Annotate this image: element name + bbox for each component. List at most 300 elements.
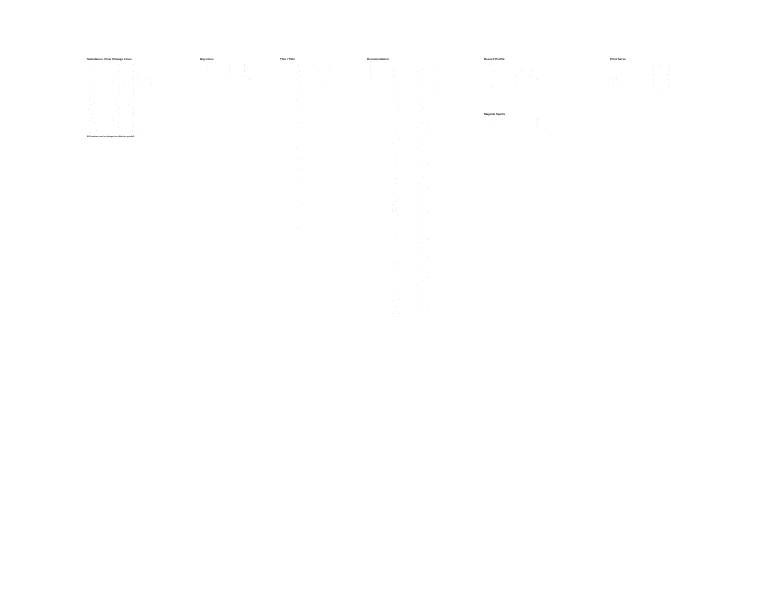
table-cell: North Ridge — [200, 66, 209, 68]
table-cell: Plan — [367, 206, 371, 208]
table-cell: Elevation — [391, 167, 398, 169]
table-cell: Creative — [367, 297, 373, 299]
table-cell: Grove — [295, 73, 300, 75]
table-cell: Dumbar — [200, 68, 206, 70]
table-cell: Plan — [367, 147, 371, 149]
table-cell: Sellers City / Amber Hotel Garage — [222, 63, 247, 65]
table-cell: Pioneer Street — [315, 86, 326, 88]
table-cell: Fountain Hotel — [415, 208, 426, 210]
table-cell: Plan — [367, 188, 371, 190]
table-cell: Standard — [630, 63, 637, 65]
table-cell: West Sellers Garden — [315, 193, 331, 195]
table-cell: Beam Kettle — [391, 78, 400, 80]
table-cell: Structure — [367, 129, 374, 131]
table-cell: PORK — [280, 81, 285, 83]
table-cell: Pine Harbor — [87, 127, 96, 129]
table-cell: Corporate Center — [415, 71, 428, 73]
table-cell: Fountain Records / Sellers City — [415, 81, 437, 83]
table-cell: Utility — [367, 73, 371, 75]
table-cell: Setback — [391, 185, 397, 187]
table-cell: Sellers City / Amber Hotel — [415, 86, 434, 88]
table-cell: Fountain Hotel Wave, Amber Hotel Garage — [508, 126, 539, 128]
table-cell: Moonbeam — [295, 134, 304, 136]
table-cell: Structure — [367, 139, 374, 141]
table-cell: PORK — [280, 160, 285, 162]
table-cell: Creative — [367, 313, 373, 315]
table-cell: Tank Site — [391, 272, 398, 274]
table-cell: Thunder — [391, 104, 397, 106]
table-cell: Sundown — [295, 91, 302, 93]
table-cell: Portal Gates — [484, 81, 493, 83]
table-cell: Riverside Hotel / Fountain, Mid Square — [645, 81, 674, 83]
table-cell: Locations — [508, 116, 515, 117]
table-cell: Tulip — [295, 201, 299, 203]
table-cell: Fountain Hotel Wave, Amber Hotel Garage — [508, 123, 539, 125]
table-cell: Plan — [367, 246, 371, 248]
table-cell: Contour — [391, 190, 397, 192]
table-cell: Star Anchor — [391, 101, 400, 103]
table-cell: Sunny Slope — [87, 114, 97, 116]
table-cell: PORK — [280, 66, 285, 68]
table-cell: PORK — [280, 155, 285, 157]
table-cell: Sellers City / Amber Hotel — [415, 292, 434, 294]
table-cell: Depot — [391, 142, 396, 144]
table-cell: Fountain Hotel / Sellers City — [415, 63, 435, 65]
table-cell: Corporate Center — [415, 195, 428, 197]
table-row — [200, 79, 270, 82]
table-cell: Riverside Hotel / Sellers City — [415, 89, 436, 91]
table-cell: Wilco Street — [87, 81, 96, 83]
table-cell: Stone Garden — [87, 111, 97, 113]
table-cell: Ember — [295, 173, 301, 175]
table-cell: North Fountain — [315, 139, 327, 141]
block-title: Documentation — [367, 57, 389, 61]
table-cell: Amber / Riverside — [315, 216, 329, 218]
table-cell: Fountain Street — [315, 129, 327, 131]
table-cell: Trail Bank — [484, 73, 492, 75]
table-cell: Golden Sunrise — [484, 123, 495, 125]
table-cell: Sellers City / Amber Hotel Garage — [111, 63, 135, 65]
table-cell: Fountain / North Garden — [315, 124, 333, 126]
table-cell: Mid Square / Amber Hotel Garage — [111, 101, 136, 103]
table-cell: Corporate Center — [415, 285, 428, 287]
table-cell: Utility — [367, 68, 371, 70]
table-cell: Plan — [367, 272, 371, 274]
table-cell: Fleet — [367, 96, 371, 98]
table-cell: Stone Bay — [295, 175, 303, 177]
table-cell: Fleet — [367, 91, 371, 93]
table-cell: Iron Bay — [295, 86, 302, 88]
table-cell: Sellers City / Amber Hotel — [415, 226, 434, 228]
table-cell: Plan — [367, 257, 371, 259]
table-cell: Floor Guide — [391, 160, 400, 162]
table-cell: Locations — [222, 61, 229, 62]
table-row — [280, 252, 360, 255]
table-cell: Mid Square / Corporate — [415, 183, 432, 185]
table-cell: Standard — [630, 76, 637, 78]
table-cell: Creative — [367, 310, 373, 312]
table-cell: Part Name — [280, 61, 288, 62]
table-cell: Sellers City / Fountain, Amber Hills — [508, 83, 533, 85]
table-cell: Moonlight — [295, 76, 303, 78]
table-cell: Rising Star — [391, 68, 399, 70]
table-cell: Creative — [367, 308, 373, 310]
table-cell: Pioneer Fountain — [315, 190, 328, 192]
table-cell: Corporate Center — [415, 259, 428, 261]
table-cell: PORK — [280, 106, 285, 108]
table-cell: PORK — [280, 91, 285, 93]
table-cell: Grand Ridge — [484, 86, 494, 88]
table-cell: Boundary — [391, 213, 398, 215]
table-cell: Poster Set — [391, 295, 399, 297]
table-cell: North Corporate — [315, 155, 328, 157]
table-cell: PORK — [280, 145, 285, 147]
table-cell: Plan — [367, 201, 371, 203]
table-cell: Fountain Hotel / Sellers City, Flake Hill Market — [222, 76, 255, 78]
table-cell: CARGO — [280, 231, 286, 233]
table-cell: Fern Idle View — [484, 68, 495, 70]
table-cell: Green Arrow — [295, 165, 305, 167]
table-cell: Master Plan — [391, 173, 400, 175]
table-cell: Blue Prints — [391, 147, 399, 149]
block-b7 — [610, 57, 690, 92]
table-cell: Tower 4 — [391, 119, 397, 121]
table-cell: Park Mall / Sellers City — [415, 132, 432, 134]
table-cell: PORK — [280, 208, 285, 210]
table-cell: Sellers City / Amber Hotel Garage — [111, 86, 135, 88]
table-cell: Arcade — [391, 122, 397, 124]
table-cell: Riverside Hotel Garden — [415, 315, 432, 317]
table-cell: PORK — [280, 152, 285, 154]
table-cell: Red Comet — [391, 96, 400, 98]
table-cell: Bluebird — [295, 185, 302, 187]
table-cell: Corporate Riverside Market — [315, 170, 336, 172]
table-cell: Westbound — [295, 218, 304, 220]
table-cell: Structure — [367, 142, 374, 144]
table-cell: Fountain Hotel — [415, 178, 426, 180]
table-cell: Sellers City / Amber Hotel Garage — [111, 114, 135, 116]
table-cell: Fleet — [367, 81, 371, 83]
table-cell: Utility Map — [391, 178, 399, 180]
table-cell: Standard — [630, 89, 637, 91]
table-cell: Fountain Hotel — [415, 308, 426, 310]
table-cell: North Center Garage — [315, 66, 331, 68]
table-cell: Fleet — [367, 89, 371, 91]
table-cell: Sun — [295, 114, 299, 116]
table-cell: Breakwater — [295, 150, 304, 152]
table-cell: Creative — [367, 295, 373, 297]
table-cell: Fountain Records / Amber Hotel Garage — [111, 132, 140, 134]
table-cell: Mid Square — [415, 297, 424, 299]
table-cell: Park Mall / Corporate — [415, 83, 431, 85]
table-cell: Swift Wing — [391, 86, 399, 88]
table-cell: PORK — [280, 226, 285, 228]
table-cell: Sewer Map — [391, 218, 400, 220]
table-cell: Hill — [295, 234, 298, 236]
table-cell: Plan — [367, 170, 371, 172]
table-cell: Lark — [295, 236, 299, 238]
table-cell: Bright Brook — [87, 99, 96, 101]
table-cell: Fleet — [367, 94, 371, 96]
table-cell: Sellers Middle Street — [315, 173, 331, 175]
table-cell: Amber Hotel Garage — [415, 239, 430, 241]
table-cell: Summit — [295, 249, 301, 251]
table-cell: Corporate Center — [111, 119, 124, 121]
table-cell: Path Map — [391, 249, 398, 251]
table-cell: Fountain Records — [415, 262, 428, 264]
table-cell: Yard Plan — [391, 239, 398, 241]
table-cell: Sellers City / Park Mall — [415, 310, 432, 312]
table-cell: Hope Bay — [295, 157, 303, 159]
table-cell: Sellers City / Amber Hotel Garage — [222, 73, 247, 75]
table-cell: Alpine Summit — [484, 121, 495, 123]
table-cell: Glory Hill Street — [315, 71, 327, 73]
table-cell: PORK — [280, 147, 285, 149]
footnote: All locations can be changed or edited as needed. — [87, 136, 135, 138]
table-cell: Fountain Middle Street — [315, 201, 332, 203]
table-cell: Sellers City / Amber Hotel Garage — [111, 127, 135, 129]
table-cell: Corporate Center — [415, 147, 428, 149]
table-cell: Nettle Cove — [87, 106, 96, 108]
table-cell: Echo Hill — [295, 190, 302, 192]
table-cell: Park Mall — [415, 295, 422, 297]
table-cell: Wave Crest — [391, 106, 400, 108]
table-cell: Locations — [415, 61, 422, 62]
table-cell: Banner Art — [391, 302, 399, 304]
table-cell: River Edge — [295, 203, 304, 205]
table-cell: Amethyst — [295, 122, 302, 124]
table-cell: Iron Shore — [200, 73, 208, 75]
table-cell: Vale — [295, 229, 299, 231]
table-cell: Landscape — [391, 195, 399, 197]
table-cell: Mid Square — [415, 157, 424, 159]
table-cell: Dunes — [295, 129, 300, 131]
table-cell: Sellers City / Amber Hotel — [415, 175, 434, 177]
table-cell: Photo Set — [391, 308, 398, 310]
table-cell: Riverside Hotel — [415, 302, 426, 304]
table-cell: Storm Drain — [391, 241, 400, 243]
table-cell: Hangar — [391, 290, 397, 292]
table-cell: Route — [295, 61, 300, 62]
table-cell: Falcon Nest — [610, 89, 619, 91]
table-cell: Maple — [295, 239, 300, 241]
table-cell: North / Corporate — [315, 236, 329, 238]
table-cell: Riverside / Fountain Hotel — [315, 157, 335, 159]
table-cell: Sapphire — [295, 226, 302, 228]
table-cell: Fountain Records / Amber Hotel Garage — [222, 78, 251, 80]
table-cell: Haven — [295, 246, 300, 248]
table-cell: Amber Hotel / Corporate — [315, 132, 334, 134]
table-cell: Plan — [367, 234, 371, 236]
table-cell: Vault — [391, 134, 395, 136]
table-cell: Plan — [367, 285, 371, 287]
table-cell: Sellers City / Park Mall — [415, 142, 432, 144]
table-cell: PORK — [280, 124, 285, 126]
table-cell: Plan — [367, 167, 371, 169]
table-cell: Sellers City / Amber Hotel Garage — [111, 94, 135, 96]
table-cell: Name — [391, 61, 396, 62]
table-cell: Fountain Hotel — [415, 145, 426, 147]
table-cell: Corporate Center — [415, 127, 428, 129]
table-cell: Ruby Harbor — [610, 83, 620, 85]
table-cell: Sellers City / Amber Hotel — [415, 68, 434, 70]
table-cell: Velvet Lane — [87, 94, 96, 96]
table-cell: PORK — [280, 221, 285, 223]
table-cell: Maple Street — [87, 89, 97, 91]
table-cell: Fleet — [367, 99, 371, 101]
table-cell: Meadow — [295, 224, 302, 225]
table-cell: Plan — [367, 280, 371, 282]
table-cell: PORK — [280, 132, 285, 134]
table-cell: West Plaza — [295, 104, 304, 106]
table-cell: Dusk — [295, 89, 299, 91]
table-cell: Premium — [630, 81, 637, 83]
table-cell: Fleet — [367, 106, 371, 108]
table-cell: Riverside Hotel Garden — [415, 185, 432, 187]
table-cell: Mid Wash Bays — [484, 83, 496, 85]
table-cell: Corporate Center — [111, 117, 124, 119]
table-cell: Ripple Point — [87, 109, 96, 111]
table-cell: Cedar Grove — [295, 195, 305, 197]
table-cell: PORK — [280, 71, 285, 73]
table-cell: Grid Layout — [391, 157, 400, 159]
table-cell: Compass Rose — [391, 73, 402, 75]
table-cell: Plan — [367, 277, 371, 279]
table-cell: Roof Plan — [391, 244, 398, 246]
table-cell: Plan — [367, 195, 371, 197]
table-cell: Creative — [367, 302, 373, 304]
block-b3 — [280, 57, 360, 255]
table-cell: Utility — [367, 76, 371, 78]
table-cell: Paramount — [295, 145, 304, 147]
table-cell: CARGO — [280, 244, 286, 246]
table-cell: Sellers City / Park Mall — [415, 190, 432, 192]
table-cell: PORK — [280, 193, 285, 195]
table-cell: West Hills — [315, 185, 323, 187]
table-cell: Color Study — [391, 297, 400, 299]
table-cell: Vent Map — [391, 267, 398, 269]
table-cell: Conservatory — [391, 137, 401, 139]
table-cell: Corporate Headquarters, Sellers City / Amber Hotel Garage — [111, 83, 153, 85]
table-cell: Site Plan — [391, 150, 398, 152]
table-cell: Creative — [367, 315, 373, 317]
table-cell: Sellers City / Amber Hotel — [415, 267, 434, 269]
table-cell: Sellers City / Mid Square — [415, 122, 433, 124]
table-cell: North Corporate — [315, 195, 328, 197]
table-cell: Shelter — [391, 287, 397, 289]
table-cell: Gray Court North — [87, 134, 100, 136]
table-cell: Pavilion — [391, 117, 397, 119]
table-cell: Road Grid — [391, 221, 399, 223]
table-cell: Amber Hills Garden — [315, 206, 330, 208]
table-cell: Iron Hull — [391, 94, 397, 96]
table-cell: Anchor — [295, 139, 301, 141]
table-cell: Park Mall — [415, 152, 422, 154]
table-cell: Plan — [367, 274, 371, 276]
table-cell: Bay Inn — [295, 78, 301, 80]
table-cell: Amber Hotel Garage — [415, 124, 430, 126]
table-cell: West / Corporate — [315, 145, 328, 147]
table-cell: Park Mall / Corporate — [415, 66, 431, 68]
table-cell: Corporate Center — [415, 218, 428, 220]
table-cell: PORK — [280, 134, 285, 136]
table-cell: Golden Crown — [295, 83, 306, 85]
table-cell: Ramp Plan — [391, 264, 399, 266]
table-cell: Bow Creek — [295, 155, 304, 157]
table-cell: Misty Valley — [610, 86, 619, 88]
table-cell: Rotunda — [391, 124, 398, 126]
table-cell: Egress — [391, 203, 396, 205]
table-cell: Riverside Hotel — [415, 170, 426, 172]
table-cell: Plan — [367, 290, 371, 292]
table-cell: Sellers City / Amber Hotel Garage — [645, 68, 670, 70]
table-cell: Sellers City / Amber Hotel Garage, Flake Hill Market — [111, 124, 148, 126]
table-cell: PORK — [280, 76, 285, 78]
table-cell: Corporate Street — [315, 211, 328, 213]
table-cell: PORK — [280, 162, 285, 164]
table-cell: Fountain Hotel — [415, 274, 426, 276]
table-cell: TC Building — [391, 109, 400, 111]
table-cell: Barber Hotel Garage, Sellers City, Riverside Hotel — [508, 68, 544, 70]
block-b2 — [200, 57, 270, 81]
table-cell: Plan — [367, 175, 371, 177]
block-title: This / Title — [280, 57, 295, 61]
table-cell: Plan — [367, 160, 371, 162]
table-cell: Lot Split — [391, 170, 397, 172]
table-cell: Delta Beam — [391, 63, 400, 65]
table-cell: Fountain Hotel Wave, Amber Hotel Garage — [508, 121, 539, 123]
table-cell: North Delta — [200, 71, 209, 73]
table-cell: Mid Square / Park Mall — [415, 282, 432, 284]
table-cell: Glade — [295, 244, 300, 246]
table-cell: Storm Haven — [295, 142, 305, 144]
table-cell: Name — [484, 61, 489, 62]
table-cell: Iris Moss — [87, 78, 94, 80]
table-cell: Golden Gate — [295, 119, 305, 121]
table-cell: Plan — [367, 152, 371, 154]
table-cell: Wall Detail — [391, 246, 399, 248]
table-cell: Mid Square / Corporate — [415, 313, 432, 315]
table-cell: Plan — [367, 249, 371, 251]
table-cell: Tranquil Valley — [484, 71, 495, 73]
table-cell: Mid Square — [415, 231, 424, 233]
table-cell: Corporate Center — [415, 173, 428, 175]
table-cell: Fountain / Corporate — [315, 83, 331, 85]
table-cell: Survey Map — [391, 152, 400, 154]
table-cell: North Station — [610, 68, 620, 70]
table-cell: PORK — [280, 173, 285, 175]
table-cell: Structure — [367, 119, 374, 121]
table-cell: Amber Hotel Garage — [415, 211, 430, 213]
table-cell: North Street — [315, 167, 325, 169]
table-cell: Blossom Inn — [295, 96, 305, 98]
table-cell: Pioneer — [315, 203, 322, 205]
table-cell: Creative — [367, 292, 373, 294]
table-cell: Route Sketch — [391, 162, 401, 164]
table-cell: Mid Square / Park Mall — [415, 104, 432, 106]
table-cell: Flame — [295, 198, 300, 200]
table-cell: Standard — [630, 78, 637, 80]
table-cell: Fleet — [367, 83, 371, 85]
table-cell: Sellers City / Corporate — [415, 162, 432, 164]
table-cell: Plan — [367, 178, 371, 180]
table-cell: Sky — [295, 127, 298, 129]
table-cell: Silver — [295, 188, 300, 190]
table-cell: Fence Line — [391, 254, 399, 256]
table-cell: Fountain Hotel Wave, Amber Hotel Garage — [508, 118, 539, 120]
table-cell: Plan — [367, 183, 371, 185]
table-cell: Plan — [367, 218, 371, 220]
